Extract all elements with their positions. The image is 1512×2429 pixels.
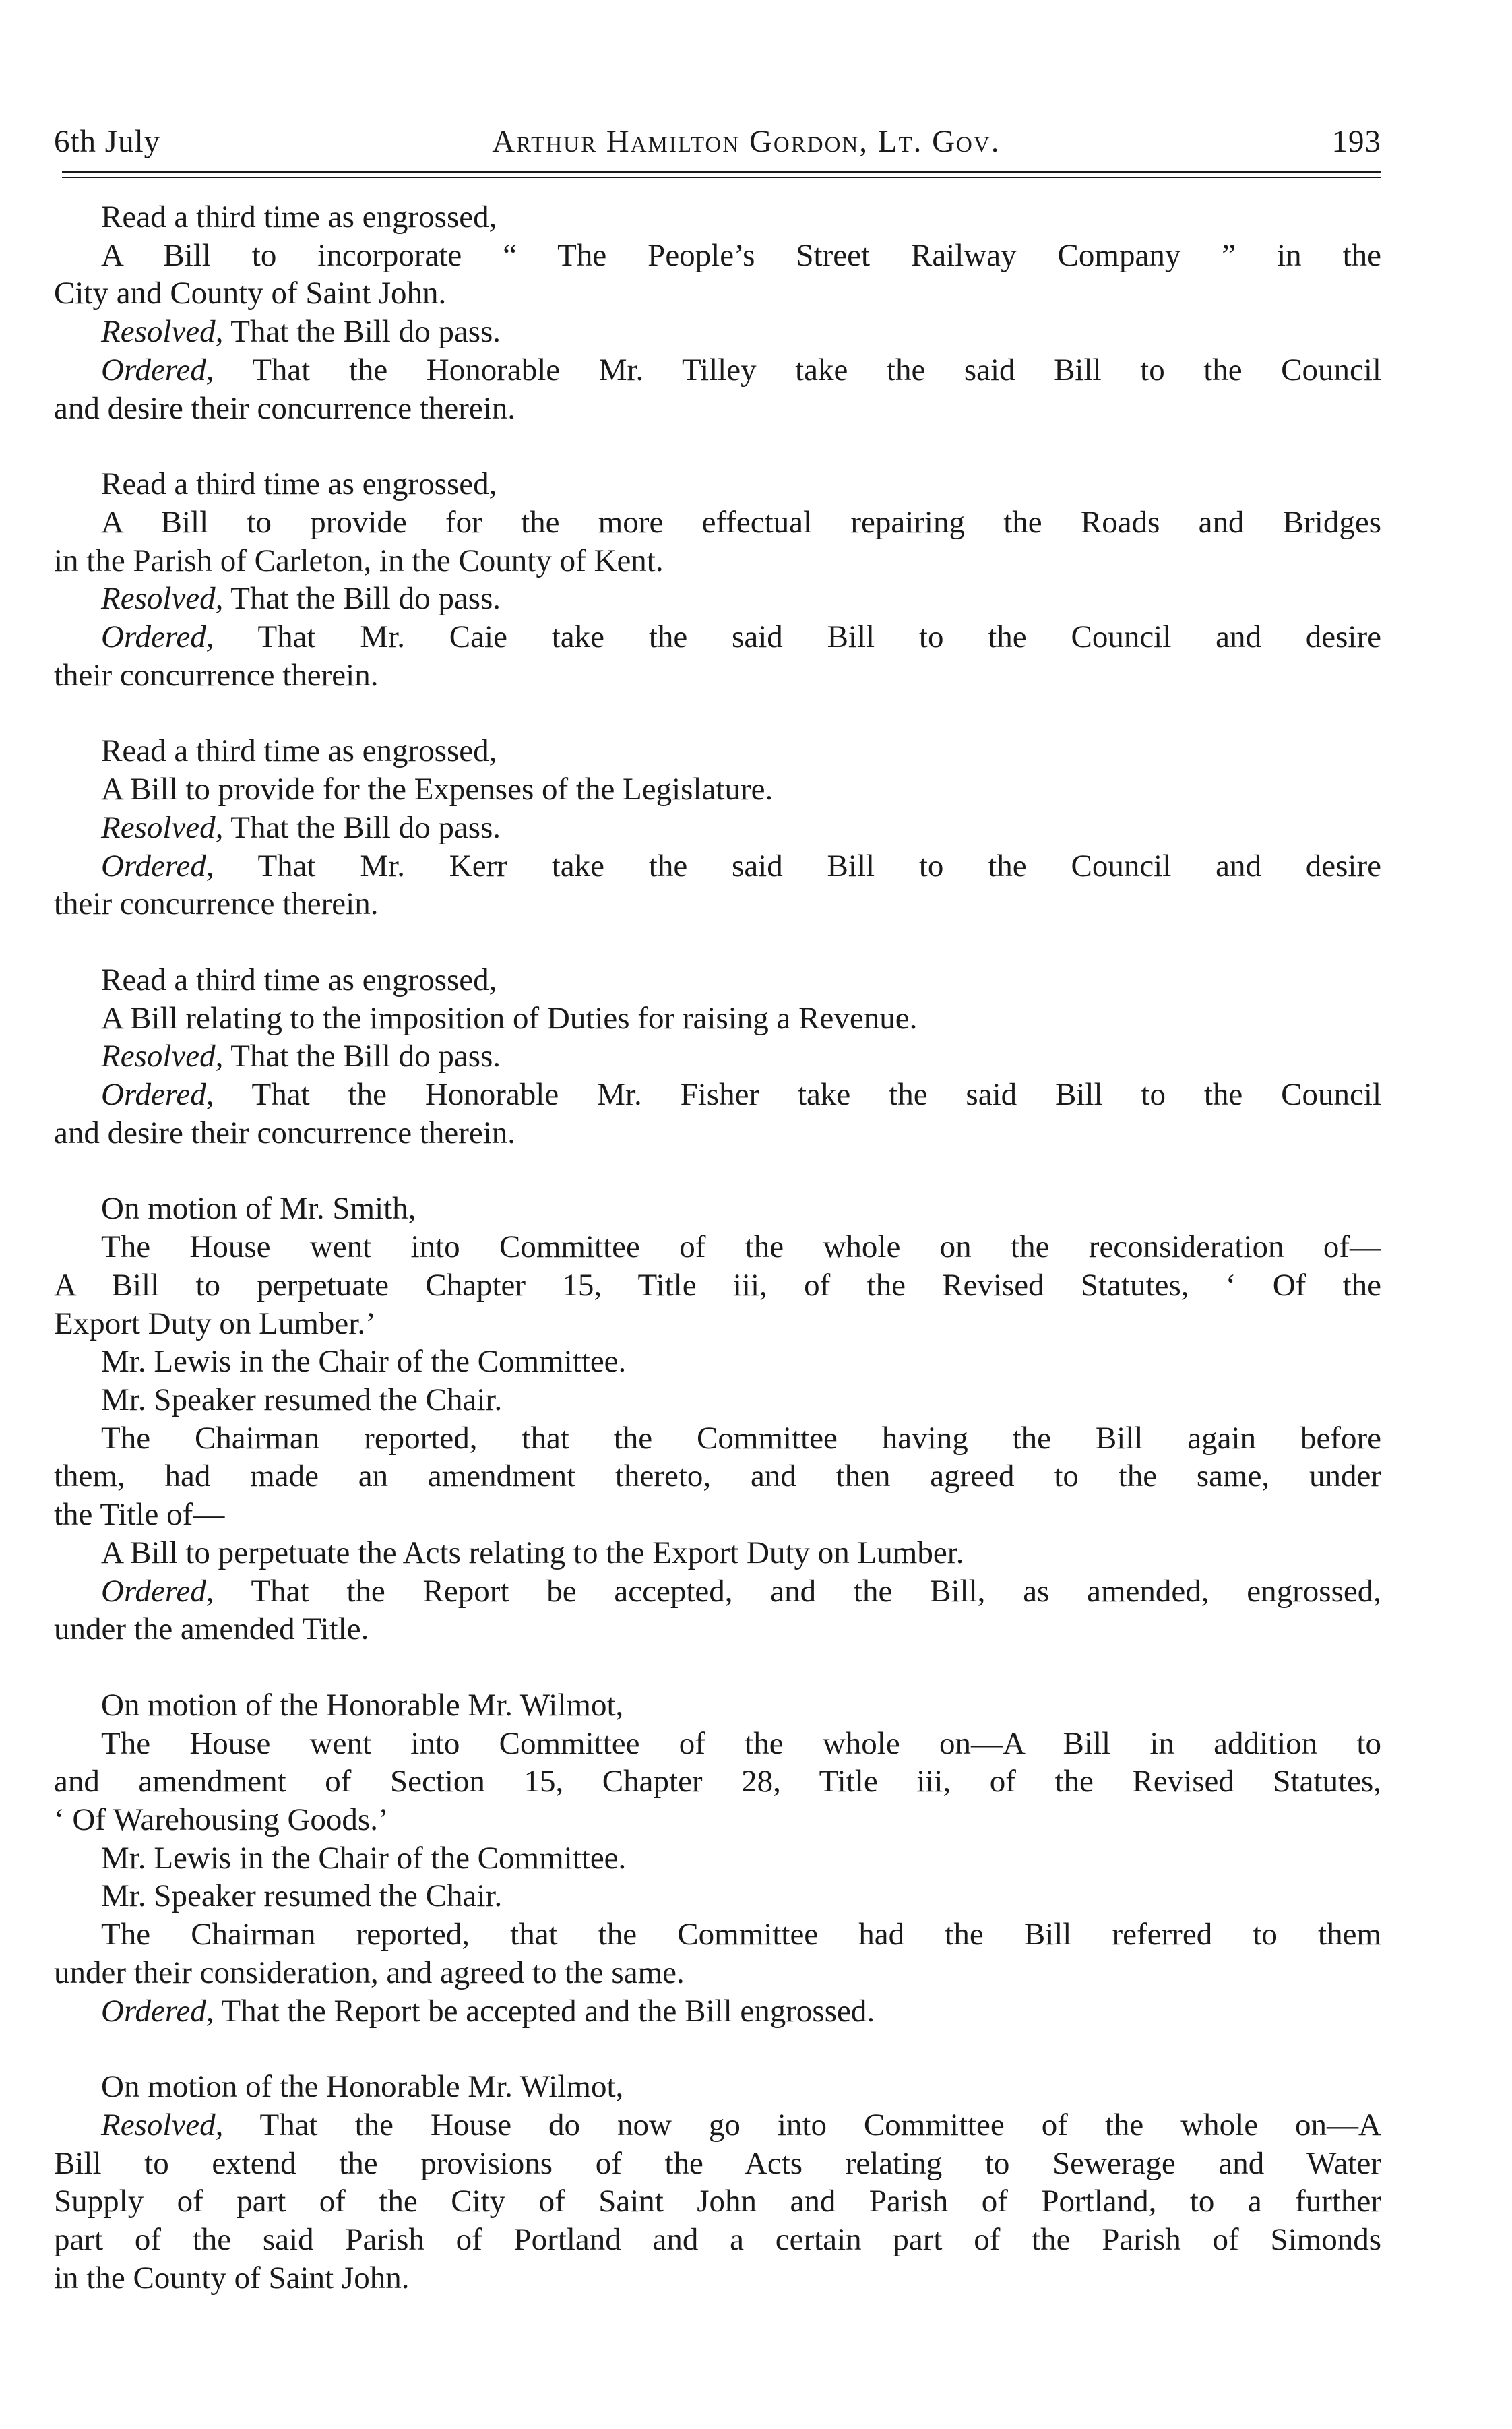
text-line [54, 465, 1381, 503]
text-line [54, 1000, 1381, 1038]
text-line [54, 1610, 1381, 1649]
text-segment: Supply of part of the City of Saint John and Parish of Portland, to a further [54, 2184, 1381, 2219]
text-line [54, 2106, 1381, 2145]
text-segment: That the Report be accepted, and the Bill, as amended, engrossed, [214, 1573, 1381, 1609]
text-segment: Read a third time as engrossed, [101, 466, 497, 502]
italic-keyword: Ordered, [101, 619, 214, 655]
text-segment: A Bill to perpetuate Chapter 15, Title iii, of the Revised Statutes, ‘ Of the [54, 1267, 1381, 1303]
text-segment: under the amended Title. [54, 1611, 369, 1647]
text-line [54, 1305, 1381, 1343]
text-line [54, 1076, 1381, 1114]
running-header [54, 121, 1381, 162]
text-segment: A Bill to incorporate “ The People’s Street Railway Company ” in the [101, 237, 1381, 273]
text-segment: That the Bill do pass. [223, 581, 501, 617]
proceedings-entry [54, 961, 1381, 1152]
text-segment: and amendment of Section 15, Chapter 28, Title iii, of the Revised Statutes, [54, 1764, 1381, 1800]
text-line [54, 503, 1381, 542]
text-line [54, 1037, 1381, 1076]
text-segment: Bill to extend the provisions of the Acts relating to Sewerage and Water [54, 2145, 1381, 2181]
text-line [54, 2068, 1381, 2106]
italic-keyword: Ordered, [101, 848, 214, 884]
text-line [54, 1534, 1381, 1572]
text-line [54, 2221, 1381, 2259]
text-segment: the Title of— [54, 1497, 225, 1533]
text-segment: On motion of the Honorable Mr. Wilmot, [101, 2069, 624, 2105]
text-line [54, 1381, 1381, 1419]
text-line [54, 1190, 1381, 1228]
text-segment: in the County of Saint John. [54, 2260, 410, 2296]
text-segment: The House went into Committee of the whole on—A Bill in addition to [101, 1725, 1381, 1761]
text-line [54, 313, 1381, 351]
text-line [54, 809, 1381, 847]
text-line [54, 885, 1381, 923]
italic-keyword: Ordered, [101, 1077, 214, 1113]
text-line [54, 1496, 1381, 1534]
text-segment: and desire their concurrence therein. [54, 1115, 516, 1150]
proceedings-entry [54, 732, 1381, 923]
text-segment: That the Bill do pass. [223, 809, 501, 845]
text-line [54, 237, 1381, 275]
text-line [54, 1686, 1381, 1725]
text-line [54, 847, 1381, 886]
header-date: 6th July [54, 124, 161, 159]
text-segment: them, had made an amendment thereto, and then agreed to the same, under [54, 1458, 1381, 1494]
text-line [54, 1343, 1381, 1381]
text-segment: That the Honorable Mr. Tilley take the said Bill to the Council [214, 352, 1381, 388]
text-line [54, 1801, 1381, 1839]
text-segment: in the Parish of Carleton, in the County of Kent. [54, 543, 664, 578]
text-line [54, 1457, 1381, 1496]
text-segment: That the Bill do pass. [223, 314, 501, 350]
proceedings-entry [54, 198, 1381, 427]
text-segment: On motion of Mr. Smith, [101, 1191, 416, 1227]
text-line [54, 656, 1381, 695]
text-segment: On motion of the Honorable Mr. Wilmot, [101, 1687, 624, 1723]
text-line [54, 274, 1381, 313]
italic-keyword: Ordered, [101, 1993, 214, 2029]
proceedings-entry [54, 2068, 1381, 2297]
proceedings-entry [54, 465, 1381, 694]
text-segment: That the Honorable Mr. Fisher take the said Bill to the Council [214, 1077, 1381, 1113]
page-body [54, 198, 1381, 2297]
text-segment: That the Report be accepted and the Bill engrossed. [214, 1993, 875, 2029]
page-number: 193 [1331, 124, 1381, 159]
text-segment: The Chairman reported, that the Committee had the Bill referred to them [101, 1917, 1381, 1953]
text-line [54, 1572, 1381, 1611]
italic-keyword: Ordered, [101, 352, 214, 388]
text-line [54, 2145, 1381, 2183]
text-segment: and desire their concurrence therein. [54, 390, 516, 426]
text-segment: The House went into Committee of the whole on the reconsideration of— [101, 1229, 1381, 1265]
header-title: Arthur Hamilton Gordon, Lt. Gov. [492, 124, 1001, 159]
text-line [54, 1992, 1381, 2031]
italic-keyword: Resolved, [101, 1039, 224, 1074]
proceedings-entry [54, 1190, 1381, 1648]
text-line [54, 1114, 1381, 1152]
text-segment: Read a third time as engrossed, [101, 199, 497, 235]
italic-keyword: Resolved, [101, 809, 224, 845]
text-line [54, 1839, 1381, 1878]
text-segment: City and County of Saint John. [54, 276, 447, 311]
text-line [54, 390, 1381, 428]
text-segment: Mr. Speaker resumed the Chair. [101, 1382, 503, 1417]
text-line [54, 1877, 1381, 1915]
text-line [54, 1419, 1381, 1458]
text-line [54, 198, 1381, 237]
text-segment: That the Bill do pass. [223, 1039, 501, 1074]
text-segment: That the House do now go into Committee of the whole on—A [223, 2107, 1381, 2143]
text-line [54, 2182, 1381, 2221]
italic-keyword: Resolved, [101, 581, 224, 617]
text-line [54, 618, 1381, 656]
text-segment: The Chairman reported, that the Committee having the Bill again before [101, 1420, 1381, 1456]
text-segment: Read a third time as engrossed, [101, 962, 497, 997]
text-segment: A Bill to perpetuate the Acts relating to the Export Duty on Lumber. [101, 1535, 964, 1570]
text-segment: That Mr. Caie take the said Bill to the Council and desire [214, 619, 1381, 655]
header-double-rule [62, 171, 1381, 178]
italic-keyword: Resolved, [101, 314, 224, 350]
text-segment: ‘ Of Warehousing Goods.’ [54, 1802, 389, 1838]
text-segment: their concurrence therein. [54, 886, 379, 922]
text-line [54, 1266, 1381, 1305]
text-segment: Mr. Speaker resumed the Chair. [101, 1878, 503, 1914]
text-line [54, 1725, 1381, 1763]
text-segment: part of the said Parish of Portland and a certain part of the Parish of Simonds [54, 2222, 1381, 2258]
text-line [54, 542, 1381, 580]
text-segment: Read a third time as engrossed, [101, 733, 497, 769]
text-line [54, 2259, 1381, 2298]
text-segment: Export Duty on Lumber.’ [54, 1305, 376, 1341]
text-segment: under their consideration, and agreed to the same. [54, 1955, 685, 1990]
text-line [54, 1228, 1381, 1266]
text-line [54, 961, 1381, 1000]
journal-page [54, 121, 1381, 2335]
text-segment: Mr. Lewis in the Chair of the Committee. [101, 1840, 627, 1876]
text-line [54, 1915, 1381, 1954]
text-line [54, 580, 1381, 618]
text-segment: A Bill to provide for the Expenses of the Legislature. [101, 772, 774, 807]
text-segment: Mr. Lewis in the Chair of the Committee. [101, 1344, 627, 1380]
text-line [54, 770, 1381, 809]
italic-keyword: Resolved, [101, 2107, 224, 2143]
text-line [54, 1762, 1381, 1801]
text-line [54, 1954, 1381, 1992]
text-line [54, 732, 1381, 770]
text-segment: A Bill to provide for the more effectual repairing the Roads and Bridges [101, 504, 1381, 540]
text-segment: That Mr. Kerr take the said Bill to the Council and desire [214, 848, 1381, 884]
italic-keyword: Ordered, [101, 1573, 214, 1609]
text-segment: A Bill relating to the imposition of Duties for raising a Revenue. [101, 1000, 918, 1036]
proceedings-entry [54, 1686, 1381, 2030]
text-line [54, 351, 1381, 390]
text-segment: their concurrence therein. [54, 657, 379, 693]
